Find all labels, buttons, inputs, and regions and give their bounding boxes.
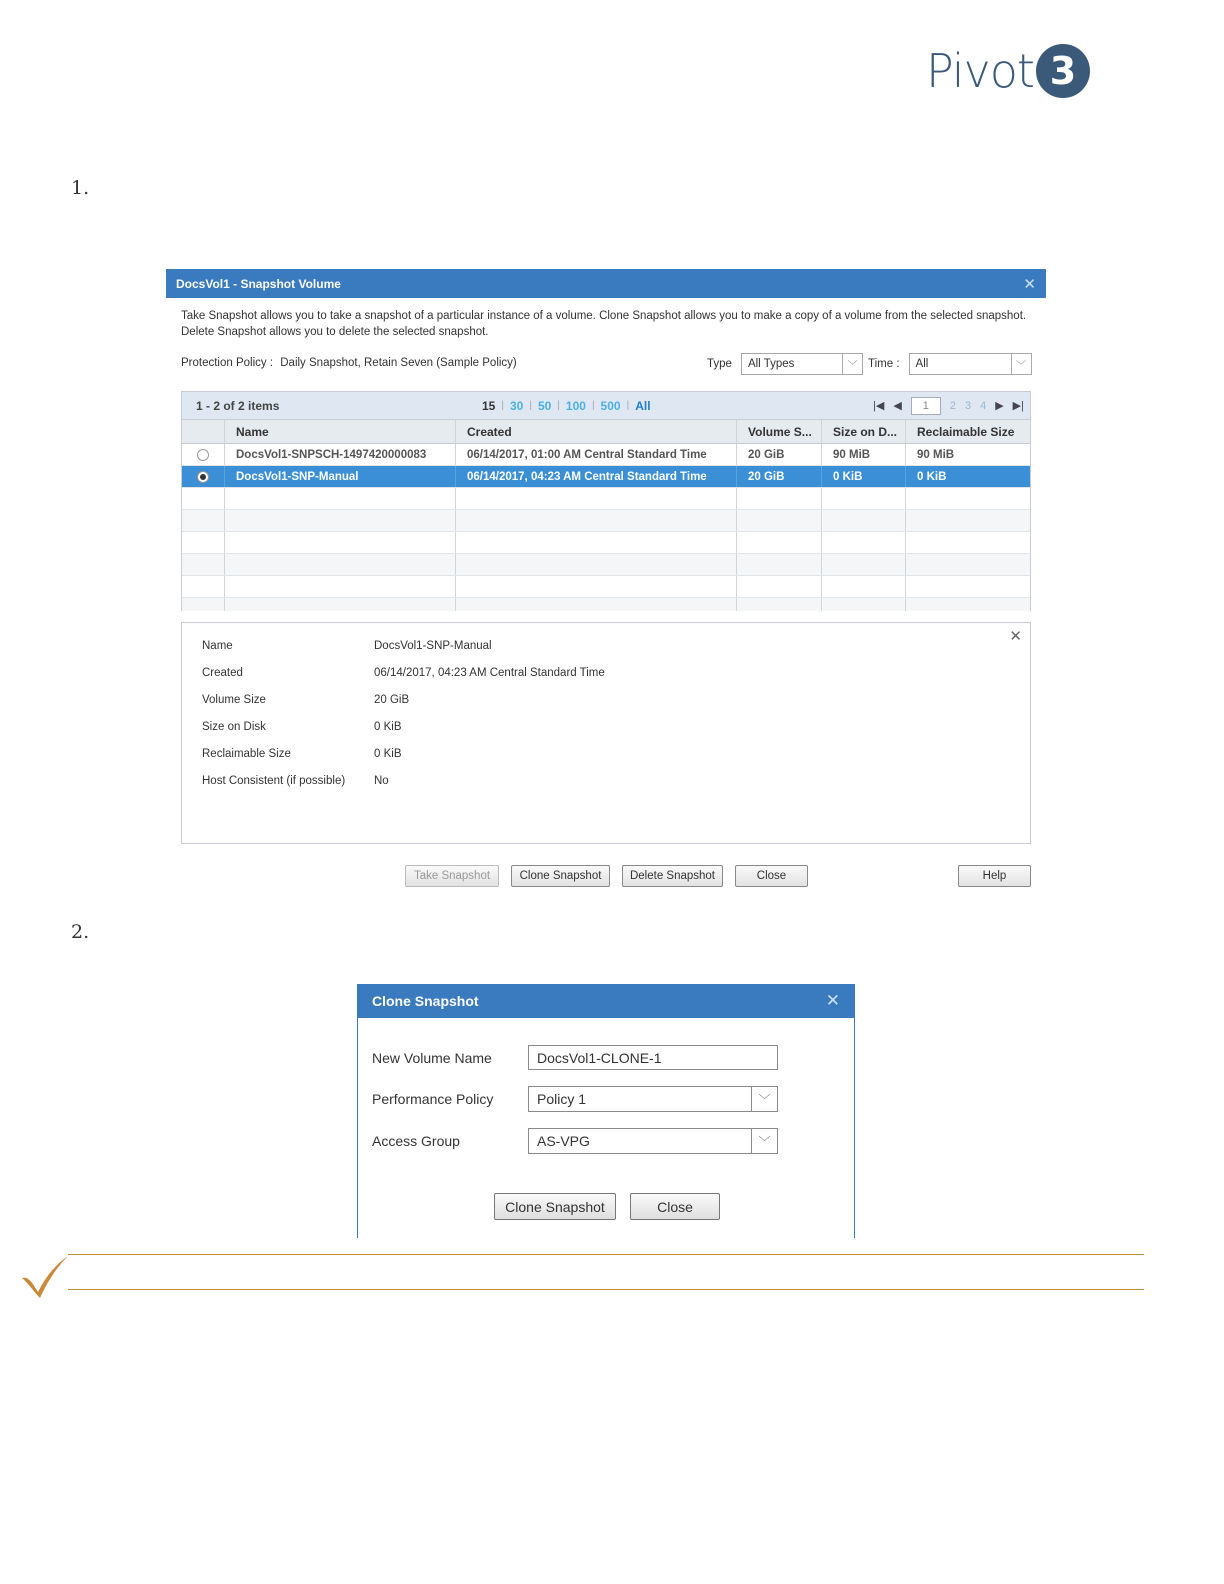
chevron-down-icon[interactable]: ﹀: [751, 1087, 777, 1111]
detail-row: [202, 640, 492, 652]
close-button[interactable]: Close: [735, 865, 808, 887]
access-group-label: Access Group: [372, 1133, 460, 1149]
protection-policy-value: Daily Snapshot, Retain Seven (Sample Policy): [280, 357, 517, 369]
type-filter: [707, 353, 863, 375]
close-icon[interactable]: ✕: [1009, 628, 1022, 645]
column-header-size-on-disk[interactable]: Size on D...: [822, 420, 906, 443]
take-snapshot-button[interactable]: Take Snapshot: [405, 865, 499, 887]
check-icon: [20, 1252, 70, 1300]
cell-name: DocsVol1-SNPSCH-1497420000083: [225, 444, 456, 465]
protection-policy: [181, 357, 517, 369]
detail-label: Reclaimable Size: [202, 748, 291, 760]
detail-row: [202, 667, 605, 679]
clone-snapshot-button[interactable]: Clone Snapshot: [511, 865, 610, 887]
close-icon[interactable]: ✕: [825, 991, 840, 1010]
performance-policy-select[interactable]: [528, 1086, 778, 1112]
detail-value: 0 KiB: [374, 721, 402, 733]
page-size-100[interactable]: 100: [565, 398, 586, 413]
page-link[interactable]: 3: [964, 399, 972, 412]
detail-value: No: [374, 775, 389, 787]
cell-created: 06/14/2017, 01:00 AM Central Standard Time: [456, 444, 737, 465]
empty-row: [182, 488, 1030, 510]
prev-page-icon[interactable]: ◀: [893, 400, 902, 412]
chevron-down-icon[interactable]: ﹀: [842, 354, 862, 374]
column-header-reclaimable-size[interactable]: Reclaimable Size: [917, 424, 1015, 439]
cell-created: 06/14/2017, 04:23 AM Central Standard Time: [456, 466, 737, 487]
chevron-down-icon[interactable]: ﹀: [1011, 354, 1031, 374]
cell-size-on-disk: 0 KiB: [822, 466, 906, 487]
detail-label: Host Consistent (if possible): [202, 775, 346, 787]
table-row[interactable]: [182, 466, 1030, 488]
grid-pager: [182, 392, 1030, 420]
dialog-description: Take Snapshot allows you to take a snapshot of a particular instance of a volume. Clone Snapshot allows you to make a copy of a volume from the selected snapshot. Delete Snapshot allows you to delete the selected snapshot.: [181, 310, 1027, 338]
pivot3-logo: [926, 40, 1090, 102]
page-link[interactable]: 2: [949, 399, 956, 412]
row-radio[interactable]: [197, 449, 209, 461]
logo-mark: 3: [1036, 44, 1090, 98]
clone-snapshot-button[interactable]: Clone Snapshot: [494, 1193, 616, 1220]
time-filter: [868, 353, 1032, 375]
type-label: Type: [707, 358, 732, 370]
detail-value: DocsVol1-SNP-Manual: [374, 640, 492, 652]
detail-label: Created: [202, 667, 243, 679]
detail-value: 0 KiB: [374, 748, 402, 760]
performance-policy-label: Performance Policy: [372, 1091, 494, 1107]
type-select[interactable]: [741, 353, 863, 375]
empty-row: [182, 554, 1030, 576]
column-header-name[interactable]: Name: [225, 420, 456, 443]
logo-text: Pivot: [926, 44, 1034, 98]
empty-row: [182, 598, 1030, 611]
dialog-title: Clone Snapshot: [372, 993, 479, 1009]
detail-label: Name: [202, 640, 233, 652]
dialog-titlebar: [358, 984, 854, 1018]
access-group-row: [372, 1128, 778, 1154]
select-column-header: [182, 420, 225, 443]
empty-row: [182, 576, 1030, 598]
page-size-all[interactable]: All: [635, 398, 651, 413]
column-header-created[interactable]: Created: [456, 420, 737, 443]
close-button[interactable]: Close: [630, 1193, 720, 1220]
page-size-selector: 15 | 30 | 50 | 100 | 500 | All: [482, 398, 651, 413]
note-bottom-rule: [68, 1289, 1144, 1290]
help-button[interactable]: Help: [958, 865, 1031, 887]
cell-volume-size: 20 GiB: [737, 466, 822, 487]
step-number-1: 1.: [71, 177, 90, 199]
type-select-value: All Types: [747, 358, 795, 370]
page-input[interactable]: 1: [911, 397, 941, 415]
protection-policy-label: Protection Policy :: [181, 357, 274, 369]
detail-row: [202, 694, 409, 706]
first-page-icon[interactable]: |◀: [873, 400, 885, 412]
access-group-value: AS-VPG: [537, 1133, 590, 1149]
last-page-icon[interactable]: ▶|: [1012, 400, 1024, 412]
dialog-title: DocsVol1 - Snapshot Volume: [176, 276, 341, 291]
clone-snapshot-dialog: [357, 984, 855, 1238]
page-size-30[interactable]: 30: [509, 398, 524, 413]
row-radio[interactable]: [197, 471, 209, 483]
empty-row: [182, 510, 1030, 532]
cell-volume-size: 20 GiB: [737, 444, 822, 465]
performance-policy-row: [372, 1086, 778, 1112]
cell-name: DocsVol1-SNP-Manual: [225, 466, 456, 487]
time-select[interactable]: [909, 353, 1032, 375]
note-bar: [20, 1250, 1144, 1302]
new-volume-name-row: [372, 1045, 778, 1070]
page-link[interactable]: 4: [980, 399, 987, 412]
new-volume-name-input[interactable]: DocsVol1-CLONE-1: [528, 1045, 778, 1070]
snapshot-volume-dialog: [166, 269, 1046, 899]
cell-size-on-disk: 90 MiB: [822, 444, 906, 465]
next-page-icon[interactable]: ▶: [995, 400, 1004, 412]
detail-row: [202, 775, 389, 787]
page-navigation: [873, 397, 1024, 415]
snapshot-details-panel: [181, 622, 1031, 844]
snapshot-grid: [181, 391, 1031, 611]
empty-row: [182, 532, 1030, 554]
access-group-select[interactable]: [528, 1128, 778, 1154]
cell-reclaimable: 0 KiB: [917, 470, 947, 483]
time-select-value: All: [915, 358, 929, 370]
table-row[interactable]: [182, 444, 1030, 466]
detail-row: [202, 748, 402, 760]
detail-value: 06/14/2017, 04:23 AM Central Standard Time: [374, 667, 605, 679]
step-number-2: 2.: [71, 921, 90, 943]
grid-header: [182, 420, 1030, 444]
column-header-volume-size[interactable]: Volume S...: [737, 420, 822, 443]
detail-label: Size on Disk: [202, 721, 266, 733]
detail-row: [202, 721, 402, 733]
cell-reclaimable: 90 MiB: [917, 448, 955, 461]
chevron-down-icon[interactable]: ﹀: [751, 1129, 777, 1153]
close-icon[interactable]: ✕: [1023, 275, 1036, 293]
item-count: 1 - 2 of 2 items: [196, 398, 280, 413]
time-label: Time :: [868, 358, 900, 370]
page-size-15[interactable]: 15: [482, 398, 496, 413]
performance-policy-value: Policy 1: [537, 1091, 587, 1107]
page-size-50[interactable]: 50: [537, 398, 552, 413]
new-volume-name-label: New Volume Name: [372, 1049, 492, 1066]
delete-snapshot-button[interactable]: Delete Snapshot: [622, 865, 723, 887]
detail-value: 20 GiB: [374, 694, 410, 706]
dialog-titlebar: [166, 269, 1046, 298]
page-size-500[interactable]: 500: [600, 398, 621, 413]
note-top-rule: [68, 1254, 1144, 1255]
detail-label: Volume Size: [202, 694, 266, 706]
